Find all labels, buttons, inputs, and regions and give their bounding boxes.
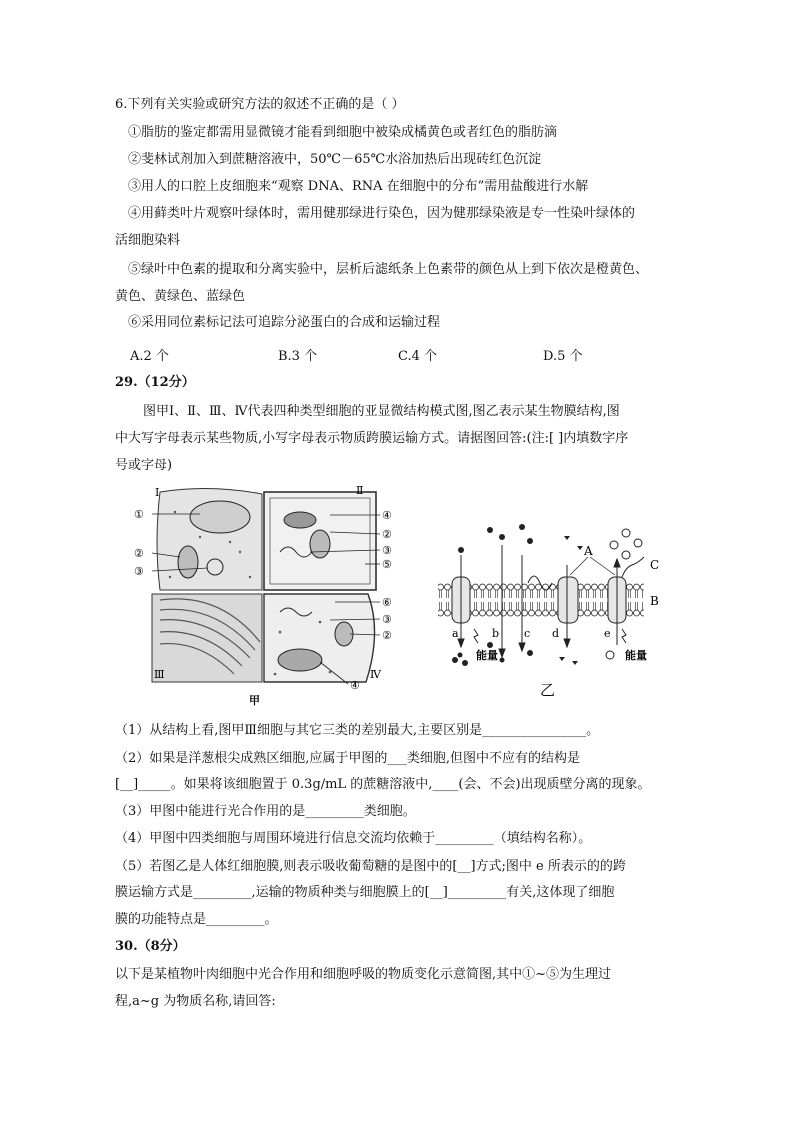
label-ii-4: ④ [382,509,392,522]
label-i-2: ② [134,547,144,560]
energy-bolt-right [622,629,626,643]
cell-quadrant-ii [264,492,380,590]
q29-intro-1: 图甲Ⅰ、Ⅱ、Ⅲ、Ⅳ代表四种类型细胞的亚显微结构模式图,图乙表示某生物膜结构,图 [143,404,620,419]
quadrant-label-iv: Ⅳ [370,668,381,681]
energy-label-right: 能量 [625,649,647,662]
transport-a: a [452,627,459,640]
q30-line-1: 以下是某植物叶肉细胞中光合作用和细胞呼吸的物质变化示意简图,其中①~⑤为生理过 [115,967,612,982]
q6-option-d: D.5 个 [543,349,583,364]
cell-quadrant-i [152,488,262,590]
label-ii-2: ② [382,528,392,541]
q29-subq-3: （3）甲图中能进行光合作用的是_________类细胞。 [115,804,416,819]
q6-stem: 6.下列有关实验或研究方法的叙述不正确的是（ ） [115,97,405,112]
cell-quadrant-iii [152,594,262,682]
q6-option-b: B.3 个 [278,349,318,364]
q6-item-1: ①脂肪的鉴定都需用显微镜才能看到细胞中被染成橘黄色或者红色的脂肪滴 [128,125,558,140]
label-b: B [650,594,659,608]
label-iv-6: ⑥ [382,596,392,609]
q30-line-2: 程,a~g 为物质名称,请回答: [115,994,276,1009]
figure-jia [130,482,410,712]
q30-header: 30.（8分） [115,939,186,954]
label-i-3: ③ [134,565,144,578]
label-i-1: ① [134,508,144,521]
q29-subq-2-cont: [__]_____。如果将该细胞置于 0.3g/mL 的蔗糖溶液中,____(会、不会)出现质壁分离的现象。 [115,777,651,792]
energy-label-left: 能量 [476,649,498,662]
label-iv-2: ② [382,629,392,642]
q29-subq-2: （2）如果是洋葱根尖成熟区细胞,应属于甲图的___类细胞,但图中不应有的结构是 [115,751,581,766]
q29-intro-3: 号或字母) [115,458,173,473]
transport-c: c [524,627,531,640]
transport-d: d [552,627,560,640]
figure-jia-caption: 甲 [249,694,260,707]
label-iv-4: ④ [350,679,360,692]
q6-item-2: ②斐林试剂加入到蔗糖溶液中，50℃－65℃水浴加热后出现砖红色沉淀 [128,152,542,167]
label-a: A [584,544,593,558]
quadrant-label-i: Ⅰ [155,486,160,499]
q6-item-3: ③用人的口腔上皮细胞来“观察 DNA、RNA 在细胞中的分布”需用盐酸进行水解 [128,179,589,194]
q6-item-5-cont: 黄色、黄绿色、蓝绿色 [115,289,246,304]
q6-item-4-cont: 活细胞染料 [115,233,181,248]
q29-subq-5: （5）若图乙是人体红细胞膜,则表示吸收葡萄糖的是图中的[__]方式;图中 e 所表示的的跨 [115,859,626,874]
label-ii-5: ⑤ [382,558,392,571]
label-ii-3: ③ [382,544,392,557]
q6-item-5: ⑤绿叶中色素的提取和分离实验中，层析后滤纸条上色素带的颜色从上到下依次是橙黄色、 [128,262,649,277]
quadrant-label-iii: Ⅲ [154,668,165,681]
label-iv-3: ③ [382,613,392,626]
q29-intro-2: 中大写字母表示某些物质,小写字母表示物质跨膜运输方式。请据图回答:(注:[ ]内填数字序 [115,431,629,446]
q6-option-a: A.2 个 [130,349,169,364]
cell-quadrant-iv [264,594,380,684]
figure-yi-caption: 乙 [540,681,556,699]
q6-option-c: C.4 个 [398,349,438,364]
transport-b: b [492,627,500,640]
q29-subq-4: （4）甲图中四类细胞与周围环境进行信息交流均依赖于_________（填结构名称）。 [115,831,592,846]
q6-item-4: ④用藓类叶片观察叶绿体时，需用健那绿进行染色，因为健那绿染液是专一性染叶绿体的 [128,206,636,221]
transport-e: e [604,627,611,640]
q29-subq-1: （1）从结构上看,图甲Ⅲ细胞与其它三类的差别最大,主要区别是________________。 [115,723,600,738]
q29-header: 29.（12分） [115,375,195,390]
q29-subq-5-cont: 膜运输方式是_________,运输的物质种类与细胞膜上的[__]_________有关,这体现了细胞 [115,885,615,900]
energy-bolt-left [474,629,478,643]
q6-item-6: ⑥采用同位素标记法可追踪分泌蛋白的合成和运输过程 [128,315,441,330]
figure-yi [430,515,670,705]
label-c: C [650,558,660,572]
quadrant-label-ii: Ⅱ [356,484,364,497]
q29-subq-5-cont2: 膜的功能特点是_________。 [115,912,278,927]
